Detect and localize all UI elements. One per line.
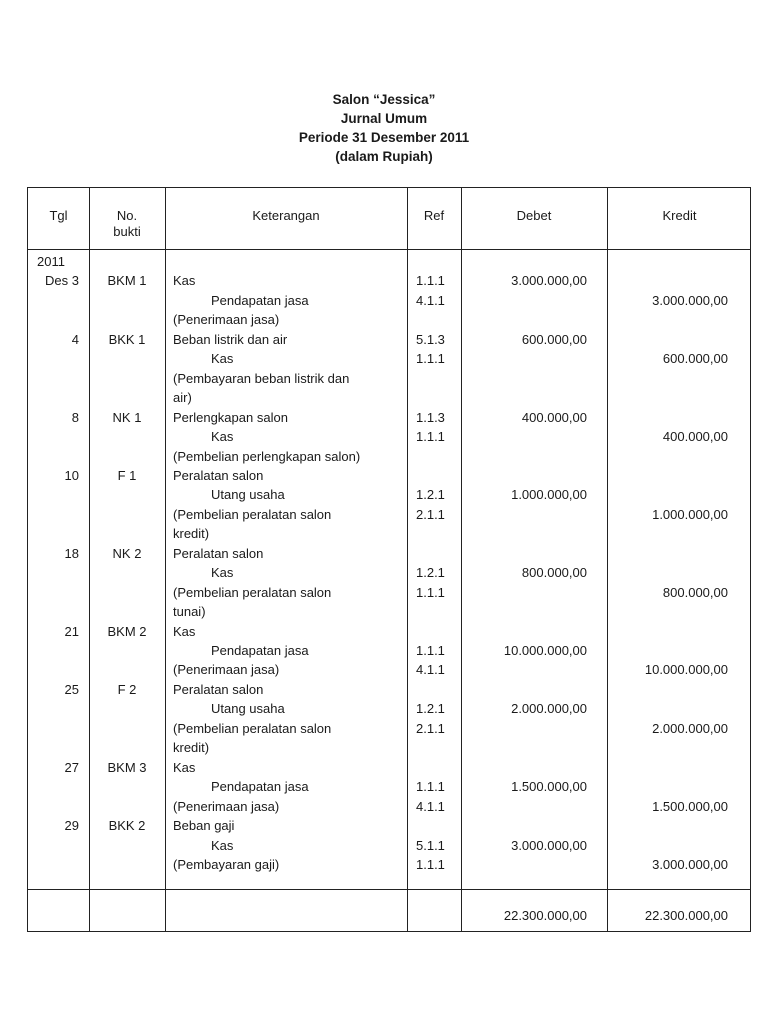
entry-voucher-number: BKK 2 [108,818,146,833]
entry-description: air) [173,390,192,405]
entry-voucher-number: NK 1 [112,410,142,425]
column-divider [407,188,408,931]
entry-ref: 1.1.1 [416,779,445,794]
entry-date: 4 [71,332,79,347]
column-header-keterangan: Keterangan [252,208,320,223]
entry-ref: 4.1.1 [416,662,445,677]
entry-date: 18 [64,546,79,561]
entry-description: Pendapatan jasa [211,643,309,658]
title-line-salon: Salon “Jessica” [332,92,436,107]
entry-voucher-number: NK 2 [112,546,142,561]
entry-ref: 1.1.1 [416,429,445,444]
entry-ref: 5.1.1 [416,838,445,853]
entry-description: Kas [173,273,196,288]
entry-debet: 400.000,00 [521,410,587,425]
entry-description: (Penerimaan jasa) [173,662,280,677]
entry-kredit: 600.000,00 [662,351,728,366]
entry-description: kredit) [173,526,210,541]
entry-date: 27 [64,760,79,775]
entry-description: kredit) [173,740,210,755]
total-kredit: 22.300.000,00 [644,908,728,923]
entry-date: Des 3 [45,273,79,288]
entry-description: (Pembelian peralatan salon [173,585,332,600]
entry-debet: 3.000.000,00 [511,273,587,288]
header-divider [28,249,750,250]
entry-ref: 1.2.1 [416,565,445,580]
column-divider [165,188,166,931]
entry-description: (Pembelian peralatan salon [173,721,332,736]
entry-ref: 2.1.1 [416,507,445,522]
entry-debet: 1.000.000,00 [511,487,587,502]
entry-voucher-number: BKM 2 [107,624,147,639]
entry-date: 2011 [37,254,65,269]
entry-description: Pendapatan jasa [211,779,309,794]
column-header-ref: Ref [423,208,445,223]
entry-ref: 1.1.1 [416,273,445,288]
entry-voucher-number: BKM 3 [107,760,147,775]
entry-description: Utang usaha [211,487,285,502]
entry-description: Beban gaji [173,818,235,833]
entry-description: Kas [211,838,234,853]
entry-kredit: 3.000.000,00 [652,293,728,308]
entry-description: Perlengkapan salon [173,410,288,425]
entry-debet: 10.000.000,00 [503,643,587,658]
totals-divider [28,889,750,890]
entry-debet: 600.000,00 [521,332,587,347]
entry-ref: 1.1.3 [416,410,445,425]
entry-description: Kas [211,429,234,444]
entry-date: 8 [71,410,79,425]
entry-kredit: 1.000.000,00 [652,507,728,522]
entry-ref: 4.1.1 [416,293,445,308]
entry-ref: 5.1.3 [416,332,445,347]
entry-description: Beban listrik dan air [173,332,288,347]
entry-ref: 2.1.1 [416,721,445,736]
entry-ref: 1.1.1 [416,643,445,658]
title-line-currency: (dalam Rupiah) [335,149,433,164]
column-header-debet: Debet [516,208,552,223]
entry-debet: 3.000.000,00 [511,838,587,853]
entry-kredit: 400.000,00 [662,429,728,444]
entry-kredit: 800.000,00 [662,585,728,600]
entry-date: 10 [64,468,79,483]
entry-description: Peralatan salon [173,546,264,561]
entry-ref: 4.1.1 [416,799,445,814]
entry-voucher-number: BKM 1 [107,273,147,288]
entry-description: Kas [173,760,196,775]
column-header-tgl: Tgl [49,208,68,223]
entry-ref: 1.1.1 [416,857,445,872]
entry-kredit: 3.000.000,00 [652,857,728,872]
entry-ref: 1.2.1 [416,701,445,716]
entry-description: (Pembayaran gaji) [173,857,280,872]
column-header-no-bukti: No. bukti [113,208,141,239]
journal-table [27,187,751,932]
entry-description: Peralatan salon [173,682,264,697]
entry-ref: 1.1.1 [416,585,445,600]
column-header-kredit: Kredit [662,208,697,223]
entry-description: (Pembelian peralatan salon [173,507,332,522]
entry-debet: 1.500.000,00 [511,779,587,794]
entry-description: Utang usaha [211,701,285,716]
entry-voucher-number: F 2 [117,682,137,697]
entry-voucher-number: BKK 1 [108,332,146,347]
entry-description: tunai) [173,604,206,619]
entry-description: (Penerimaan jasa) [173,312,280,327]
entry-description: (Pembayaran beban listrik dan [173,371,350,386]
entry-kredit: 1.500.000,00 [652,799,728,814]
entry-kredit: 2.000.000,00 [652,721,728,736]
entry-debet: 2.000.000,00 [511,701,587,716]
entry-description: Pendapatan jasa [211,293,309,308]
entry-description: Kas [211,565,234,580]
entry-description: Kas [211,351,234,366]
entry-description: (Penerimaan jasa) [173,799,280,814]
entry-description: Kas [173,624,196,639]
entry-date: 29 [64,818,79,833]
total-debet: 22.300.000,00 [503,908,587,923]
entry-ref: 1.1.1 [416,351,445,366]
entry-ref: 1.2.1 [416,487,445,502]
entry-description: (Pembelian perlengkapan salon) [173,449,361,464]
entry-date: 25 [64,682,79,697]
column-divider [461,188,462,931]
entry-kredit: 10.000.000,00 [644,662,728,677]
document-title [0,91,768,167]
title-line-periode: Periode 31 Desember 2011 [298,130,470,145]
entry-description: Peralatan salon [173,468,264,483]
title-line-jurnal: Jurnal Umum [340,111,428,126]
entry-debet: 800.000,00 [521,565,587,580]
entry-date: 21 [64,624,79,639]
entry-voucher-number: F 1 [117,468,137,483]
